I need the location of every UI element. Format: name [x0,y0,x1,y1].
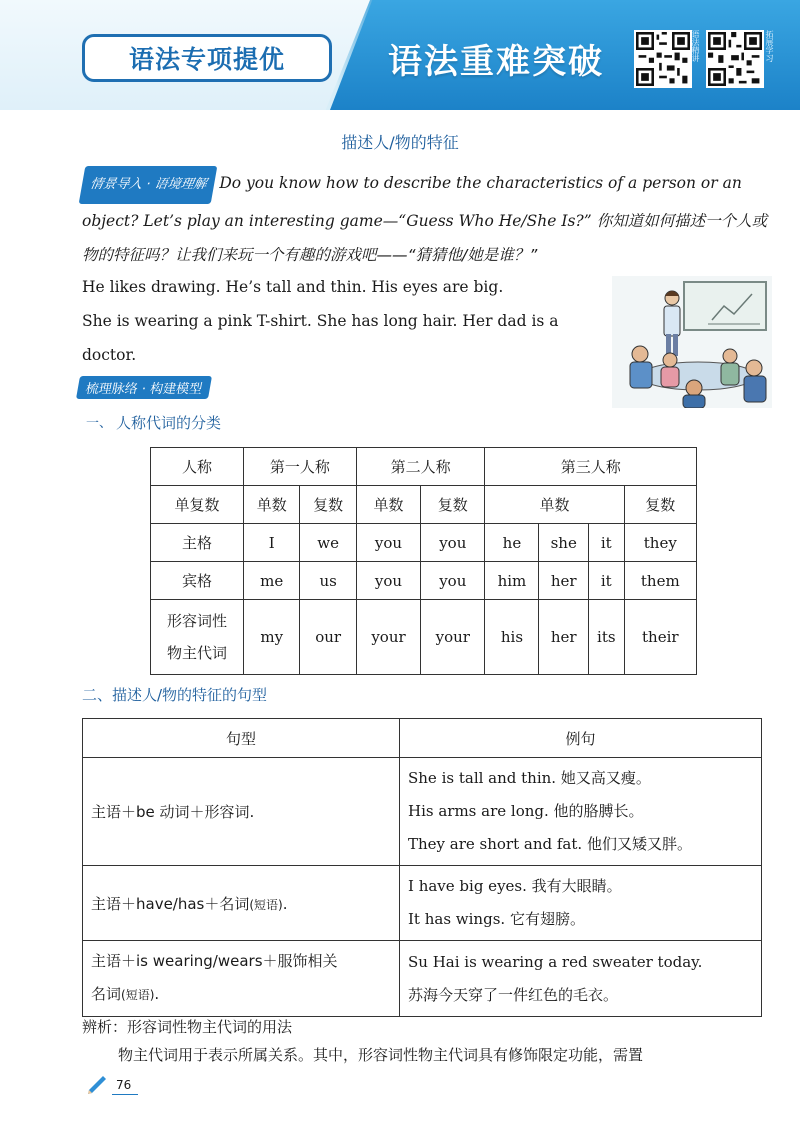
table-row [83,719,762,758]
page-number: 76 [116,1078,132,1092]
table-row [83,758,762,866]
table-cell: you [356,524,420,562]
example-line: 苏海今天穿了一件红色的毛衣。 [408,985,619,1004]
story-line: He likes drawing. He’s tall and thin. His eyes are big. [82,278,504,296]
intro-paragraph [82,166,772,272]
table-cell: your [356,600,420,675]
table-cell: my [244,600,300,675]
pronoun-table [150,447,697,675]
pencil-icon [86,1076,110,1096]
qr-code-icon[interactable] [706,30,764,88]
table-row [151,448,697,486]
page-number-block [86,1076,146,1098]
table-header-cell: 人称 [151,448,244,486]
series-title-pill [82,34,332,82]
table-row [83,866,762,941]
example-line [408,762,753,795]
example-line [408,828,753,861]
story-line: She is wearing a pink T-shirt. She has long hair. Her dad is a doctor. [82,312,559,364]
example-cn: 她又高又瘦。 [560,769,651,787]
qr-code-graphic [708,32,762,86]
qr-label: 拓展学习 [765,30,774,62]
qr-code-icon[interactable] [634,30,692,88]
pattern-note: (短语) [121,988,155,1002]
table-cell: you [421,524,485,562]
table-row [83,941,762,1017]
example-line [408,903,753,936]
table-cell: 单数 [485,486,624,524]
table-row [151,600,697,675]
table-cell: her [539,600,589,675]
table-cell: you [421,562,485,600]
series-title: 语法专项提优 [128,45,285,74]
pattern-cell [83,866,400,941]
example-line [408,795,753,828]
model-tag: 梳理脉络 · 构建模型 [76,376,212,399]
example-cn: 他的胳膊长。 [553,802,644,820]
intro-text-cn: 你知道如何描述一个人或物的特征吗？让我们来玩一个有趣的游戏吧——“猜猜他/她是谁？” [82,212,768,264]
example-en: It has wings. [408,910,510,928]
subheading-sentence-patterns: 二、描述人/物的特征的句型 [82,686,268,704]
table-cell: you [356,562,420,600]
table-cell: your [421,600,485,675]
pattern-line [91,978,391,1012]
table-cell: our [300,600,356,675]
table-cell: 复数 [300,486,356,524]
pattern-main: 主语＋have/has＋名词 [91,894,250,913]
table-cell: 复数 [421,486,485,524]
example-cn: 它有翅膀。 [509,910,585,928]
table-cell: its [589,600,625,675]
example-cell [400,758,762,866]
intro-text-en: Do you know how to describe the characteristics of a person or an object? Let’s play an interesting game—“Guess Who He/She Is?” [82,174,742,230]
table-header-cell: 句型 [83,719,400,758]
example-cn: 我有大眼睛。 [531,877,622,895]
sentence-pattern-table [82,718,762,1017]
table-cell: her [539,562,589,600]
table-header-cell: 例句 [400,719,762,758]
example-en: I have big eyes. [408,877,532,895]
table-cell: it [589,562,625,600]
subheading-pronoun-classes: 人称代词的分类 [116,414,222,432]
banner-title: 语法重难突破 [388,42,604,82]
table-cell: 单数 [356,486,420,524]
page-number-underline [112,1094,138,1095]
table-cell: me [244,562,300,600]
table-cell: it [589,524,625,562]
table-cell: they [624,524,696,562]
intro-tag: 情景导入 · 语境理解 [79,166,218,204]
pattern-cell: 主语＋be 动词＋形容词. [83,758,400,866]
qr-code-graphic [636,32,690,86]
table-cell: she [539,524,589,562]
table-cell: his [485,600,539,675]
table-row [151,562,697,600]
pattern-end: . [282,894,288,913]
pattern-main: 名词 [91,985,122,1003]
table-cell: 单复数 [151,486,244,524]
table-cell: he [485,524,539,562]
table-row [151,524,697,562]
table-row [151,486,697,524]
pattern-cell [83,941,400,1017]
table-cell: their [624,600,696,675]
table-header-cell: 第三人称 [485,448,697,486]
example-line [408,870,753,903]
example-en: His arms are long. [408,802,554,820]
example-cell [400,866,762,941]
story-paragraph [82,270,612,372]
table-cell: 主格 [151,524,244,562]
table-header-cell: 第二人称 [356,448,485,486]
classroom-illustration [612,276,772,408]
pattern-end: . [154,985,160,1003]
note-body: 物主代词用于表示所属关系。其中，形容词性物主代词具有修饰限定功能，需置 [118,1046,644,1064]
subheading-number: 一、 [86,416,113,431]
example-en: They are short and fat. [408,835,587,853]
table-cell: them [624,562,696,600]
example-en: She is tall and thin. [408,769,561,787]
table-cell: we [300,524,356,562]
example-line: Su Hai is wearing a red sweater today. [408,952,703,971]
table-cell-line: 形容词性 [166,612,227,630]
model-tag-wrap [78,376,210,399]
example-cn: 他们又矮又胖。 [586,835,692,853]
note-title: 辨析：形容词性物主代词的用法 [82,1018,293,1036]
table-cell: him [485,562,539,600]
example-cell [400,941,762,1017]
table-cell-line: 物主代词 [166,644,227,662]
table-header-cell: 第一人称 [244,448,357,486]
table-cell: I [244,524,300,562]
pattern-line: 主语＋is wearing/wears＋服饰相关 [91,952,338,970]
section-title: 描述人/物的特征 [341,133,459,152]
table-cell: us [300,562,356,600]
table-cell [151,600,244,675]
pattern-note: (短语) [249,897,283,912]
table-cell: 宾格 [151,562,244,600]
table-cell: 复数 [624,486,696,524]
qr-label: 语法精讲 [691,30,700,62]
table-cell: 单数 [244,486,300,524]
